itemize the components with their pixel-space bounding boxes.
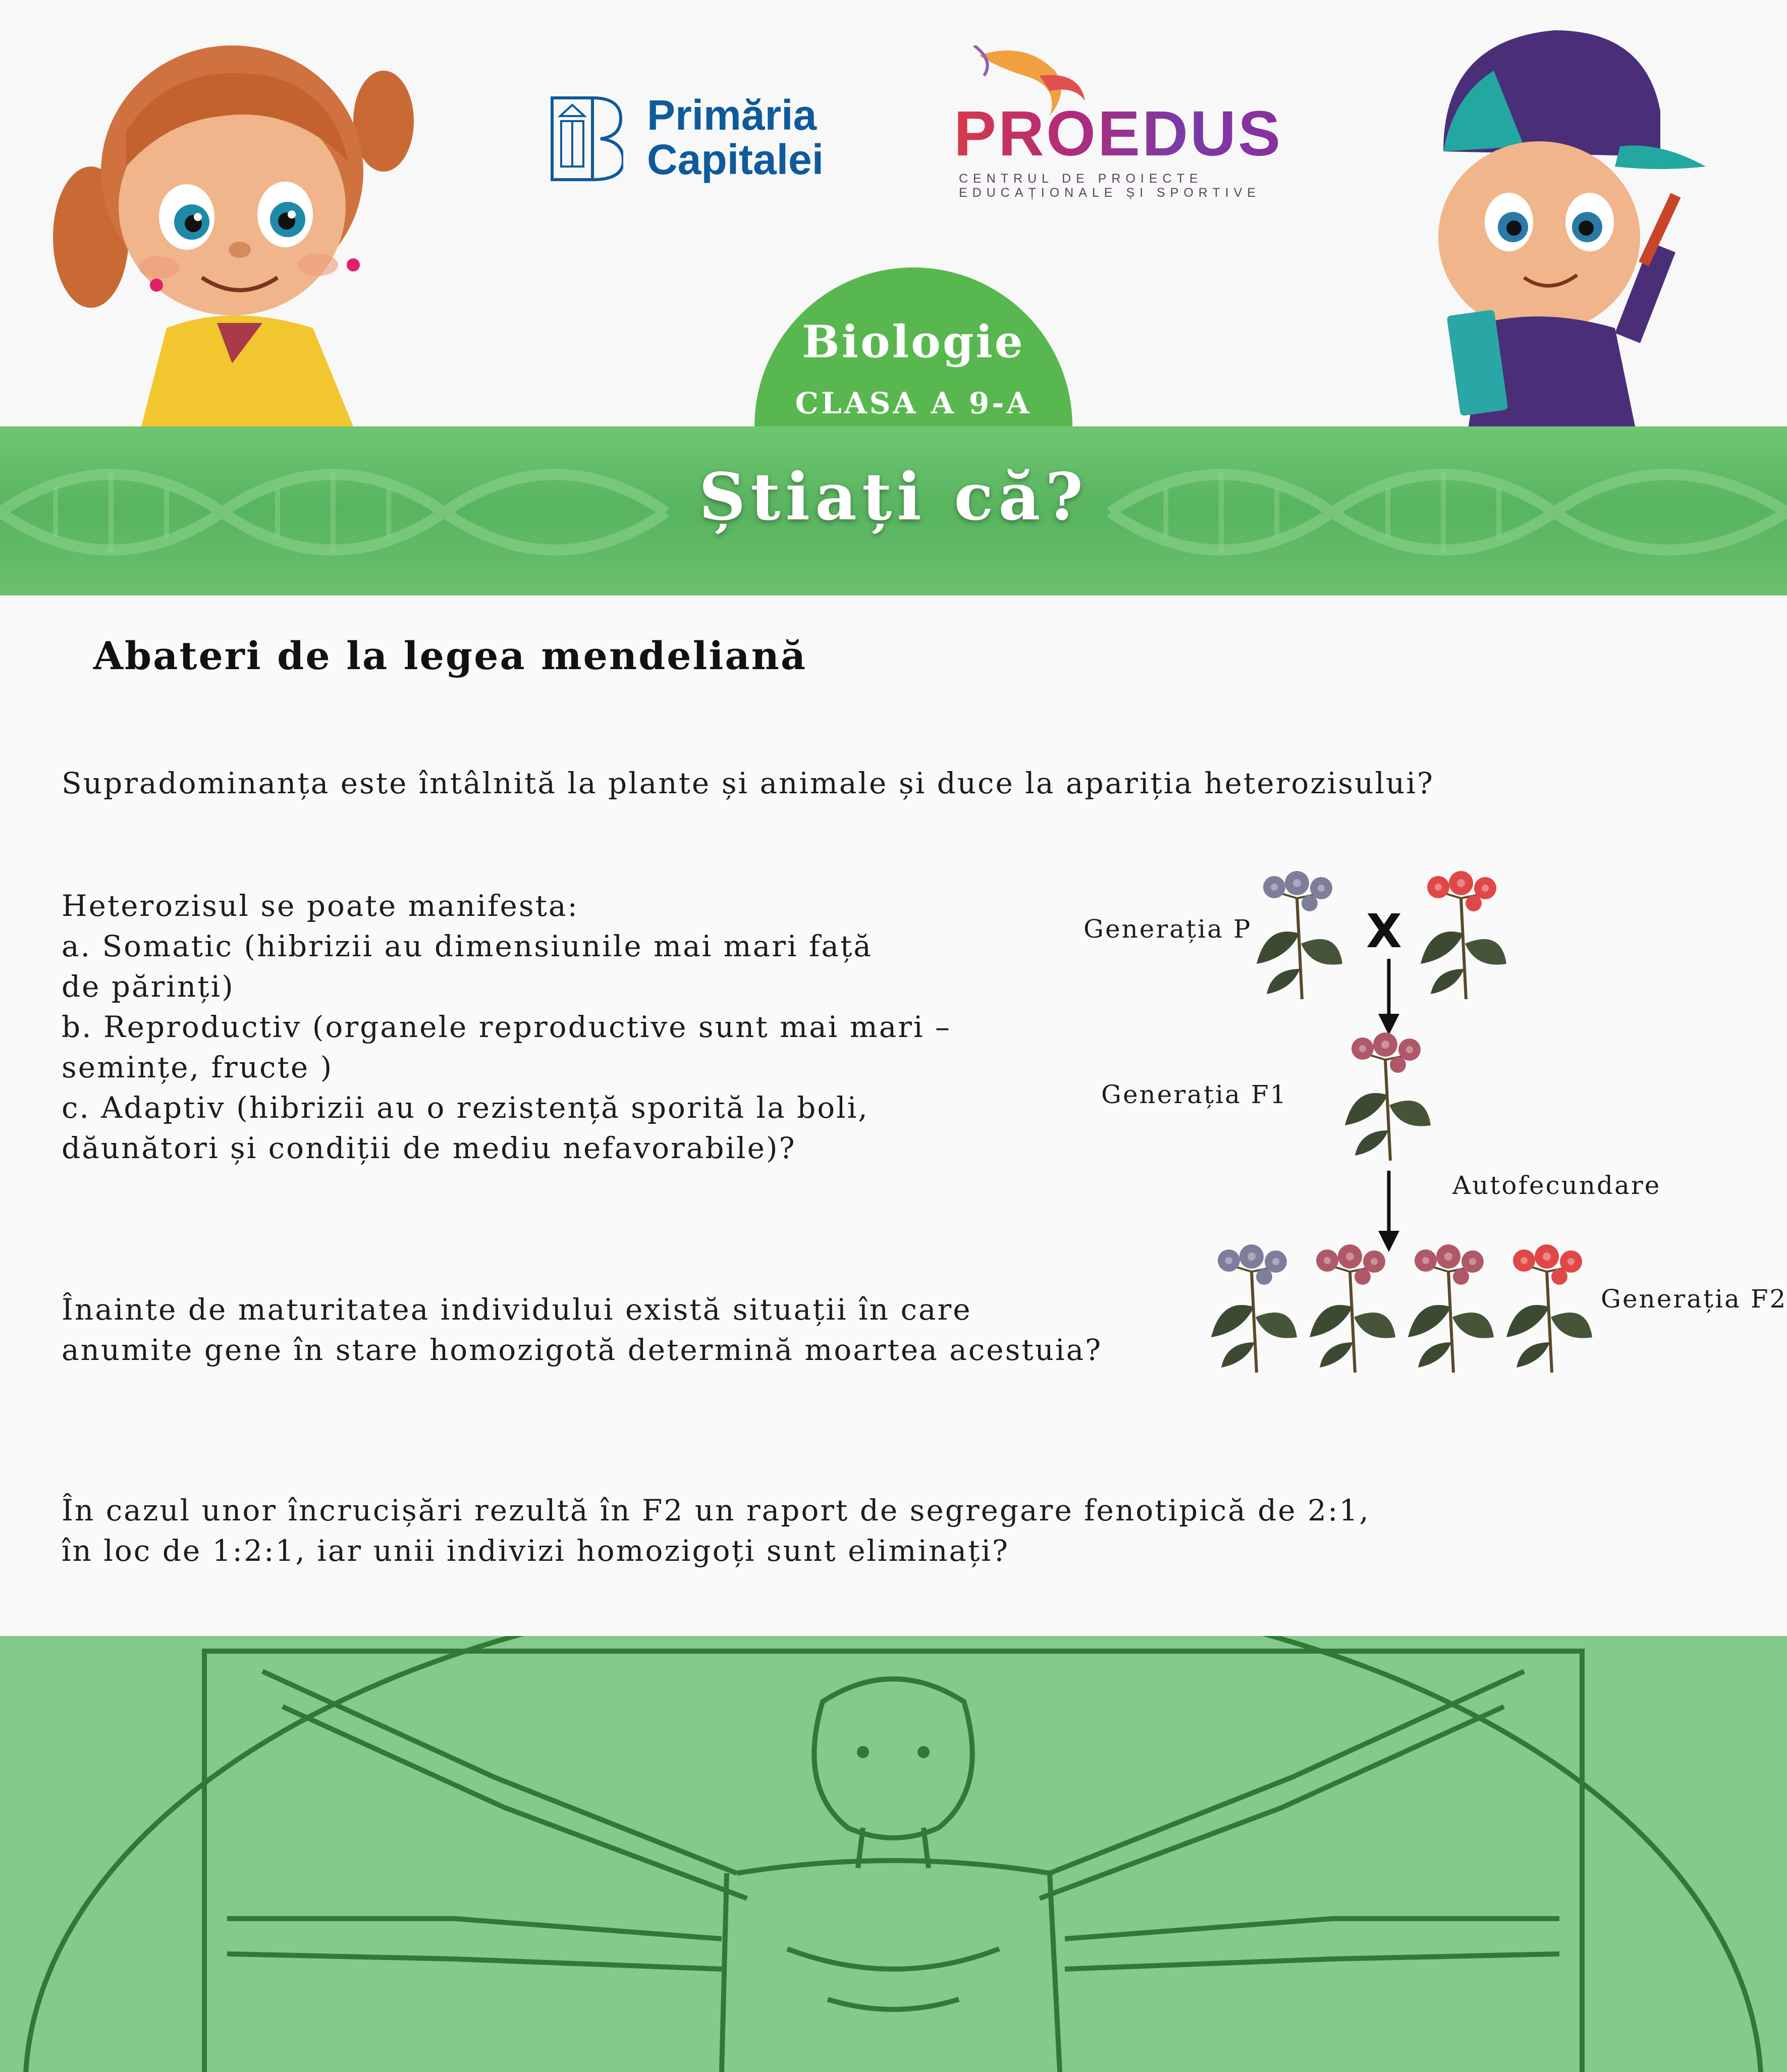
paragraph-segregation-ratio <box>62 1490 1370 1571</box>
paragraph-line: b. Reproductiv (organele reproductive sunt mai mari – <box>62 1010 952 1044</box>
paragraph-overdominance <box>62 763 1434 803</box>
paragraph-line: Înainte de maturitatea individului există situații în care <box>62 1292 972 1327</box>
paragraph-line: anumite gene în stare homozigotă determină moartea acestuia? <box>62 1333 1103 1367</box>
paragraph-line: a. Somatic (hibrizii au dimensiunile mai mari față <box>62 929 873 963</box>
paragraph-line: semințe, fructe ) <box>62 1050 334 1084</box>
proedus-logo <box>949 45 1283 200</box>
did-you-know-banner <box>0 426 1787 595</box>
section-title: Abateri de la legea mendeliană <box>93 633 807 678</box>
selfing-label: Autofecundare <box>1452 1171 1661 1200</box>
paragraph-line: în loc de 1:2:1, iar unii indivizi homozigoți sunt eliminați? <box>62 1534 1009 1568</box>
paragraph-lethal-genes <box>62 1289 1102 1370</box>
banner-title: Știați că? <box>698 459 1089 535</box>
generation-f2-label: Generația F2 <box>1601 1284 1787 1314</box>
flower-parent-1 <box>1247 868 1347 1004</box>
primaria-name-line2: Capitalei <box>647 136 824 183</box>
flower-f2-1 <box>1201 1241 1302 1378</box>
proedus-subtitle-line2: EDUCAȚIONALE ȘI SPORTIVE <box>959 186 1261 200</box>
cross-symbol: X <box>1366 904 1402 958</box>
primaria-capitalei-logo <box>550 91 853 187</box>
flower-f2-2 <box>1299 1241 1400 1378</box>
generation-f1-label: Generația F1 <box>1101 1080 1288 1109</box>
flower-f2-3 <box>1398 1241 1499 1378</box>
subject-title: Biologie <box>802 315 1025 368</box>
paragraph-line: de părinți) <box>62 969 235 1004</box>
paragraph-line: Supradominanța este întâlnită la plante și animale și duce la apariția heterozisului? <box>62 766 1435 800</box>
paragraph-line: dăunători și condiții de mediu nefavorabile)? <box>62 1131 796 1165</box>
flower-f2-4 <box>1496 1241 1597 1378</box>
proedus-name: PROEDUS <box>954 96 1282 172</box>
paragraph-line: c. Adaptiv (hibrizii au o rezistență sporită la boli, <box>62 1090 869 1125</box>
generation-p-label: Generația P <box>1084 914 1252 944</box>
paragraph-line: În cazul unor încrucișări rezultă în F2 un raport de segregare fenotipică de 2:1, <box>62 1493 1370 1528</box>
vitruvian-man-illustration <box>0 1636 1787 2072</box>
flower-parent-2 <box>1411 868 1511 1004</box>
primaria-crest-icon <box>550 96 623 182</box>
paragraph-line: Heterozisul se poate manifesta: <box>62 889 579 923</box>
vitruvian-drawing <box>0 1636 1787 2072</box>
flower-f1 <box>1335 1029 1436 1166</box>
girl-mascot-illustration <box>50 15 414 426</box>
subject-class: CLASA A 9-A <box>795 386 1032 420</box>
primaria-name-line1: Primăria <box>647 91 817 139</box>
paragraph-heterosis <box>62 886 951 1168</box>
page-header <box>0 0 1787 426</box>
boy-mascot-illustration <box>1423 20 1721 426</box>
proedus-subtitle-line1: CENTRUL DE PROIECTE <box>959 172 1203 186</box>
